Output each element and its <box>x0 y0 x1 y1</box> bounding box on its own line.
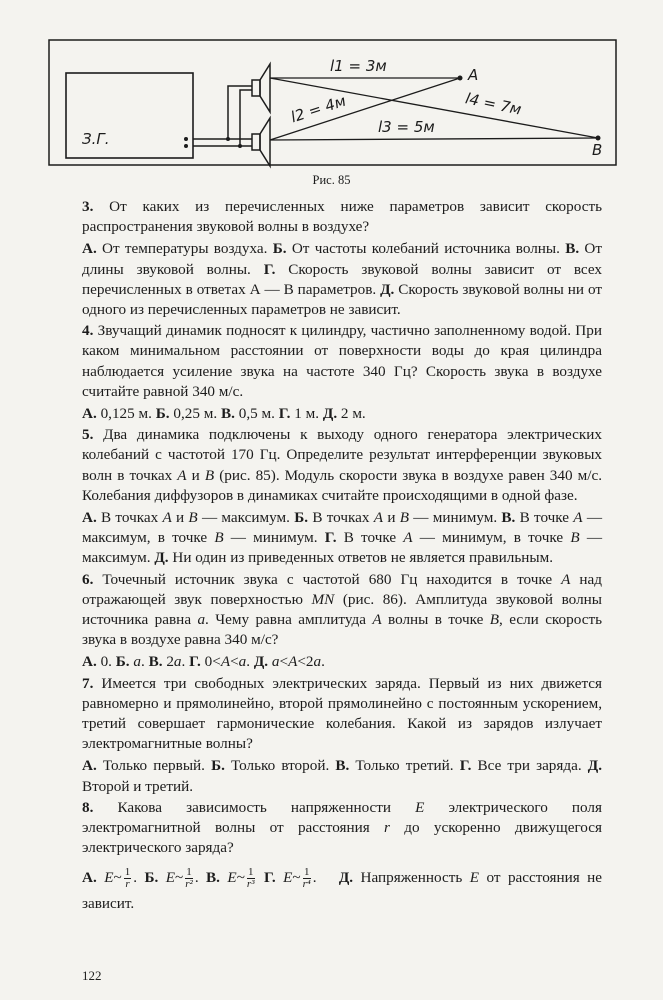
point-a-label: A <box>468 66 479 84</box>
question-6: 6. Точечный источник звука с частотой 680 Гц находится в точке A над отражающей звук поверхностью MN (рис. 86). Амплитуда звуковой волны источника равна a. Чему равна амплитуда A волны в точке B, если скорость звука в воздухе равна 340 м/с? <box>82 570 603 649</box>
page-number: 122 <box>82 968 102 983</box>
point-b-dot <box>596 136 601 141</box>
point-b-label: B <box>592 141 603 159</box>
question-4-options: А. 0,125 м. Б. 0,25 м. В. 0,5 м. Г. 1 м. Д. 2 м. <box>82 405 366 423</box>
question-3: 3. От каких из перечисленных ниже параметров зависит скорость распространения звуковой волны в воздухе? <box>82 198 603 236</box>
l3-label: l3 = 5м <box>378 118 435 136</box>
figure-caption: Рис. 85 <box>312 173 351 187</box>
question-4: 4. Звучащий динамик подносят к цилиндру, частично заполненному водой. При каком минимальном расстоянии от поверхности воды до края цилиндра наблюдается усиление звука на частоте 340 Гц? Скорость звука в воздухе считайте равной 340 м/с. <box>82 322 602 400</box>
ray-l3 <box>270 138 598 140</box>
question-6-options: А. 0. Б. a. В. 2a. Г. 0<A<a. Д. a<A<2a. <box>82 653 325 671</box>
question-7-options: А. Только первый. Б. Только второй. В. Только третий. Г. Все три заряда. Д. Второй и третий. <box>82 757 602 795</box>
l2-label: l2 = 4м <box>288 91 349 127</box>
question-5-options: А. В точках A и B — максимум. Б. В точках A и B — минимум. В. В точке A — максимум, в точке B — минимум. Г. В точке A — минимум, в точке B — максимум. Д. Ни один из приведенных ответов не является правильным. <box>82 509 603 567</box>
figure-85 <box>0 0 663 200</box>
speaker-top-icon <box>252 64 270 112</box>
generator-label: З.Г. <box>82 130 110 148</box>
question-8-options: А. E~ $\frac{1}{r}$ . Б. E~ $\frac{1}{\text{r²}}$ . В. E~ $\frac{1}{\text{r³}}$ Г. E~ $\frac{1}{\text{r⁴}}$ . Д. Напряженность E от расстояния не зависит. <box>82 865 603 912</box>
l4-label: l4 = 7м <box>463 89 523 119</box>
question-5: 5. Два динамика подключены к выходу одного генератора электрических колебаний с частотой 170 Гц. Определите результат интерференции звуковых волн в точках A и B (рис. 85). Модуль скорости звука в воздухе равен 340 м/с. Колебания диффузоров в динамиках считайте происходящими в одной фазе. <box>82 426 602 504</box>
question-8: 8. Какова зависимость напряженности E электрического поля электромагнитной волны от расстояния r до ускоренно движущегося электрического заряда? <box>82 798 602 857</box>
question-3-options: А. От температуры воздуха. Б. От частоты колебаний источника волны. В. От длины звуковой волны. Г. Скорость звуковой волны зависит от всех перечисленных в ответах А — В параметров. Д. Скорость звуковой волны ни от одного из перечисленных параметров не зависит. <box>82 240 603 319</box>
point-a-dot <box>458 76 463 81</box>
speaker-bottom-icon <box>252 118 270 166</box>
l1-label: l1 = 3м <box>330 57 387 75</box>
question-7: 7. Имеется три свободных электрических заряда. Первый из них движется равномерно и прямолинейно, второй прямолинейно с постоянным ускорением, третий совершает гармонические колебания. Какой из зарядов излучает электромагнитные волны? <box>82 674 603 753</box>
questions-body <box>82 196 602 917</box>
wire-top <box>193 86 252 139</box>
wire-top-2 <box>193 90 252 146</box>
